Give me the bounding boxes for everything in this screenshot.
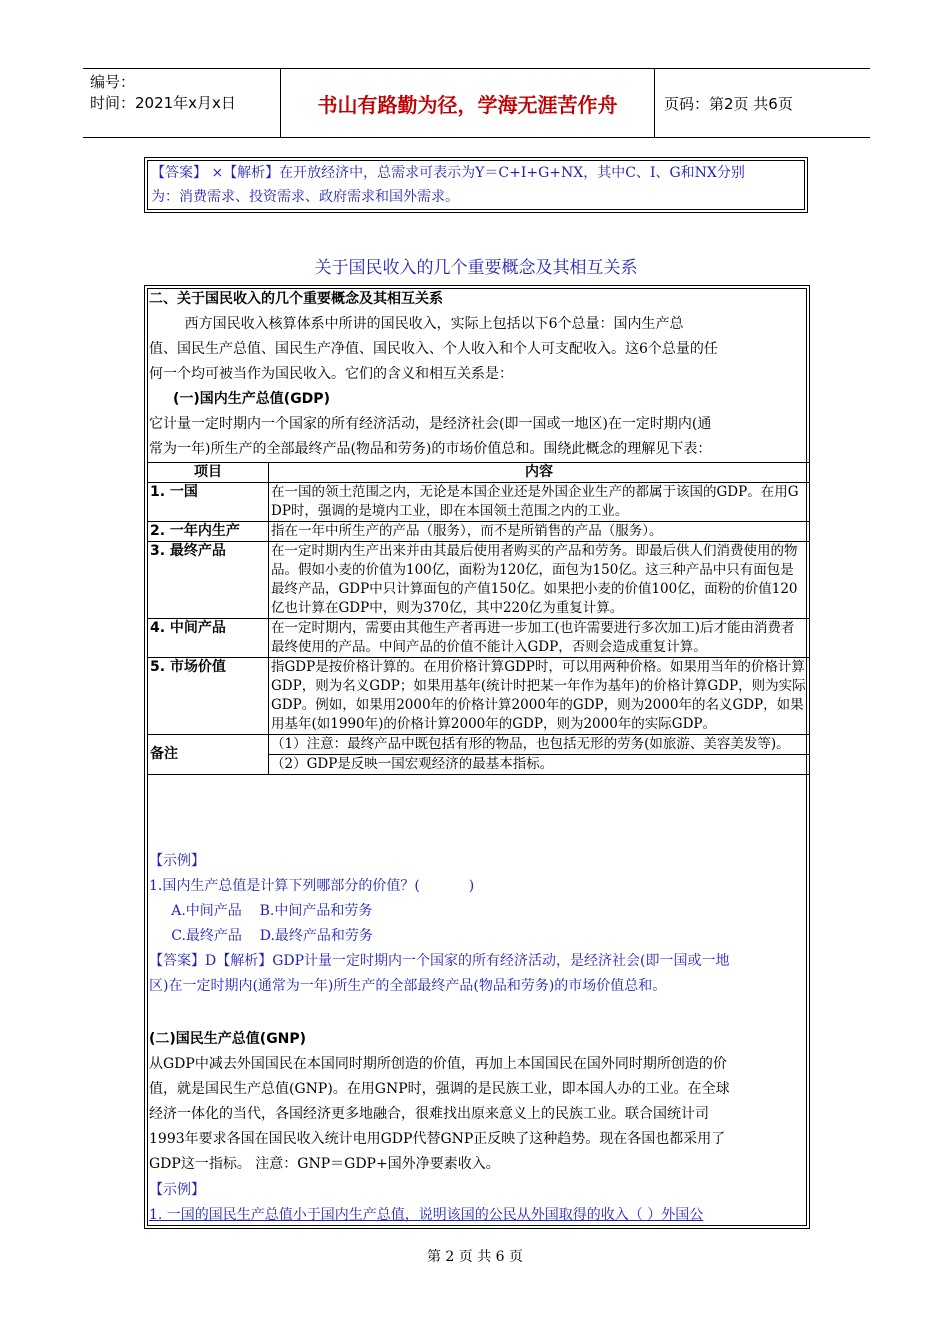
table-item: 4. 中间产品: [148, 619, 269, 658]
table-header-row: [148, 463, 810, 483]
table-content: 指在一年中所生产的产品（服务），而不是所销售的产品（服务）。: [269, 522, 810, 542]
gnp-text-line: 值，就是国民生产总值(GNP)。在用GNP时，强调的是民族工业，即本国人办的工业。在全球: [149, 1081, 730, 1097]
remark-text: （2）GDP是反映一国宏观经济的最基本指标。: [269, 755, 810, 775]
example-question: 1.国内生产总值是计算下列哪部分的价值？( ): [149, 878, 475, 894]
example-options: A.中间产品 B.中间产品和劳务: [149, 903, 373, 919]
remark-text: （1）注意：最终产品中既包括有形的物品，也包括无形的劳务(如旅游、美容美发等)。: [269, 735, 810, 755]
document-date-label: 时间：2021年x月x日: [90, 94, 236, 112]
intro-line: 西方国民收入核算体系中所讲的国民收入，实际上包括以下6个总量：国内生产总: [149, 316, 684, 332]
table-content: 在一定时期内生产出来并由其最后使用者购买的产品和劳务。即最后供人们消费使用的物品。假如小麦的价值为100亿，面粉为120亿，面包为150亿。这三种产品中只有面包是最终产品，GDP中只计算面包的产值150亿。如果把小麦的价值100亿，面粉的价值120亿也计算在GDP中，则为370亿，其中220亿为重复计算。: [269, 542, 810, 619]
section-heading: 二、关于国民收入的几个重要概念及其相互关系: [149, 291, 443, 307]
header-meta: [83, 69, 281, 137]
section-content-box: [144, 285, 810, 1229]
table-row: [148, 483, 810, 522]
table-item: 1. 一国: [148, 483, 269, 522]
gnp-text-line: 从GDP中减去外国国民在本国同时期所创造的价值，再加上本国国民在国外同时期所创造的价: [149, 1056, 727, 1072]
table-content: 在一定时期内，需要由其他生产者再进一步加工(也许需要进行多次加工)后才能由消费者最终使用的产品。中间产品的价值不能计入GDP，否则会造成重复计算。: [269, 619, 810, 658]
gdp-definition-line: 它计量一定时期内一个国家的所有经济活动，是经济社会(即一国或一地区)在一定时期内(通: [149, 416, 712, 432]
gdp-heading: (一)国内生产总值(GDP): [173, 391, 330, 407]
table-content: 指GDP是按价格计算的。在用价格计算GDP时，可以用两种价格。如果用当年的价格计算GDP，则为名义GDP；如果用基年(统计时把某一年作为基年)的价格计算GDP，则为实际GDP。例如，如果用2000年的价格计算2000年的GDP，则为2000年的名义GDP，如果用基年(如1990年)的价格计算2000年的GDP，则为2000年的实际GDP。: [269, 658, 810, 735]
section-title: 关于国民收入的几个重要概念及其相互关系: [314, 258, 638, 278]
table-row: [148, 735, 810, 755]
table-content: 在一国的领土范围之内，无论是本国企业还是外国企业生产的都属于该国的GDP。在用GDP时，强调的是境内工业，即在本国领土范围之内的工业。: [269, 483, 810, 522]
example-label: 【示例】: [149, 1182, 205, 1198]
table-row: [148, 542, 810, 619]
example-question: 1. 一国的国民生产总值小于国内生产总值，说明该国的公民从外国取得的收入（ ）外国公: [149, 1207, 704, 1223]
example-options: C.最终产品 D.最终产品和劳务: [149, 928, 373, 944]
answer-line: 为：消费需求、投资需求、政府需求和国外需求。: [151, 189, 459, 205]
gnp-heading: (二)国民生产总值(GNP): [149, 1031, 307, 1047]
remark-label: 备注: [148, 735, 269, 775]
table-row: [148, 658, 810, 735]
table-item: 2. 一年内生产: [148, 522, 269, 542]
page-header: [83, 68, 870, 138]
column-header: 内容: [269, 463, 810, 483]
page-footer: 第 2 页 共 6 页: [426, 1249, 524, 1265]
document-number-label: 编号：: [90, 73, 136, 91]
example-label: 【示例】: [149, 853, 205, 869]
gnp-text-line: GDP这一指标。 注意：GNP＝GDP+国外净要素收入。: [149, 1156, 500, 1172]
gnp-text-line: 1993年要求各国在国民收入统计电用GDP代替GNP正反映了这种趋势。现在各国也都采用了: [149, 1131, 726, 1147]
example-answer: 【答案】D【解析】GDP计量一定时期内一个国家的所有经济活动，是经济社会(即一国或一地: [149, 953, 730, 969]
table-item: 3. 最终产品: [148, 542, 269, 619]
intro-line: 何一个均可被当作为国民收入。它们的含义和相互关系是：: [149, 366, 513, 382]
intro-line: 值、国民生产总值、国民生产净值、国民收入、个人收入和个人可支配收入。这6个总量的任: [149, 341, 718, 357]
example-answer: 区)在一定时期内(通常为一年)所生产的全部最终产品(物品和劳务)的市场价值总和。: [149, 978, 667, 994]
header-page-number: 页码：第2页 共6页: [664, 94, 793, 113]
answer-box: [144, 157, 808, 213]
gdp-concept-table: [147, 462, 810, 775]
answer-line: 【答案】 ×【解析】在开放经济中，总需求可表示为Y＝C+I+G+NX，其中C、I、G和NX分别: [151, 165, 745, 181]
header-motto: 书山有路勤为径，学海无涯苦作舟: [281, 69, 655, 137]
gdp-definition-line: 常为一年)所生产的全部最终产品(物品和劳务)的市场价值总和。围绕此概念的理解见下表：: [149, 441, 712, 457]
table-row: [148, 619, 810, 658]
gnp-text-line: 经济一体化的当代，各国经济更多地融合，很难找出原来意义上的民族工业。联合国统计司: [149, 1106, 709, 1122]
table-row: [148, 522, 810, 542]
column-header: 项目: [148, 463, 269, 483]
table-item: 5. 市场价值: [148, 658, 269, 735]
